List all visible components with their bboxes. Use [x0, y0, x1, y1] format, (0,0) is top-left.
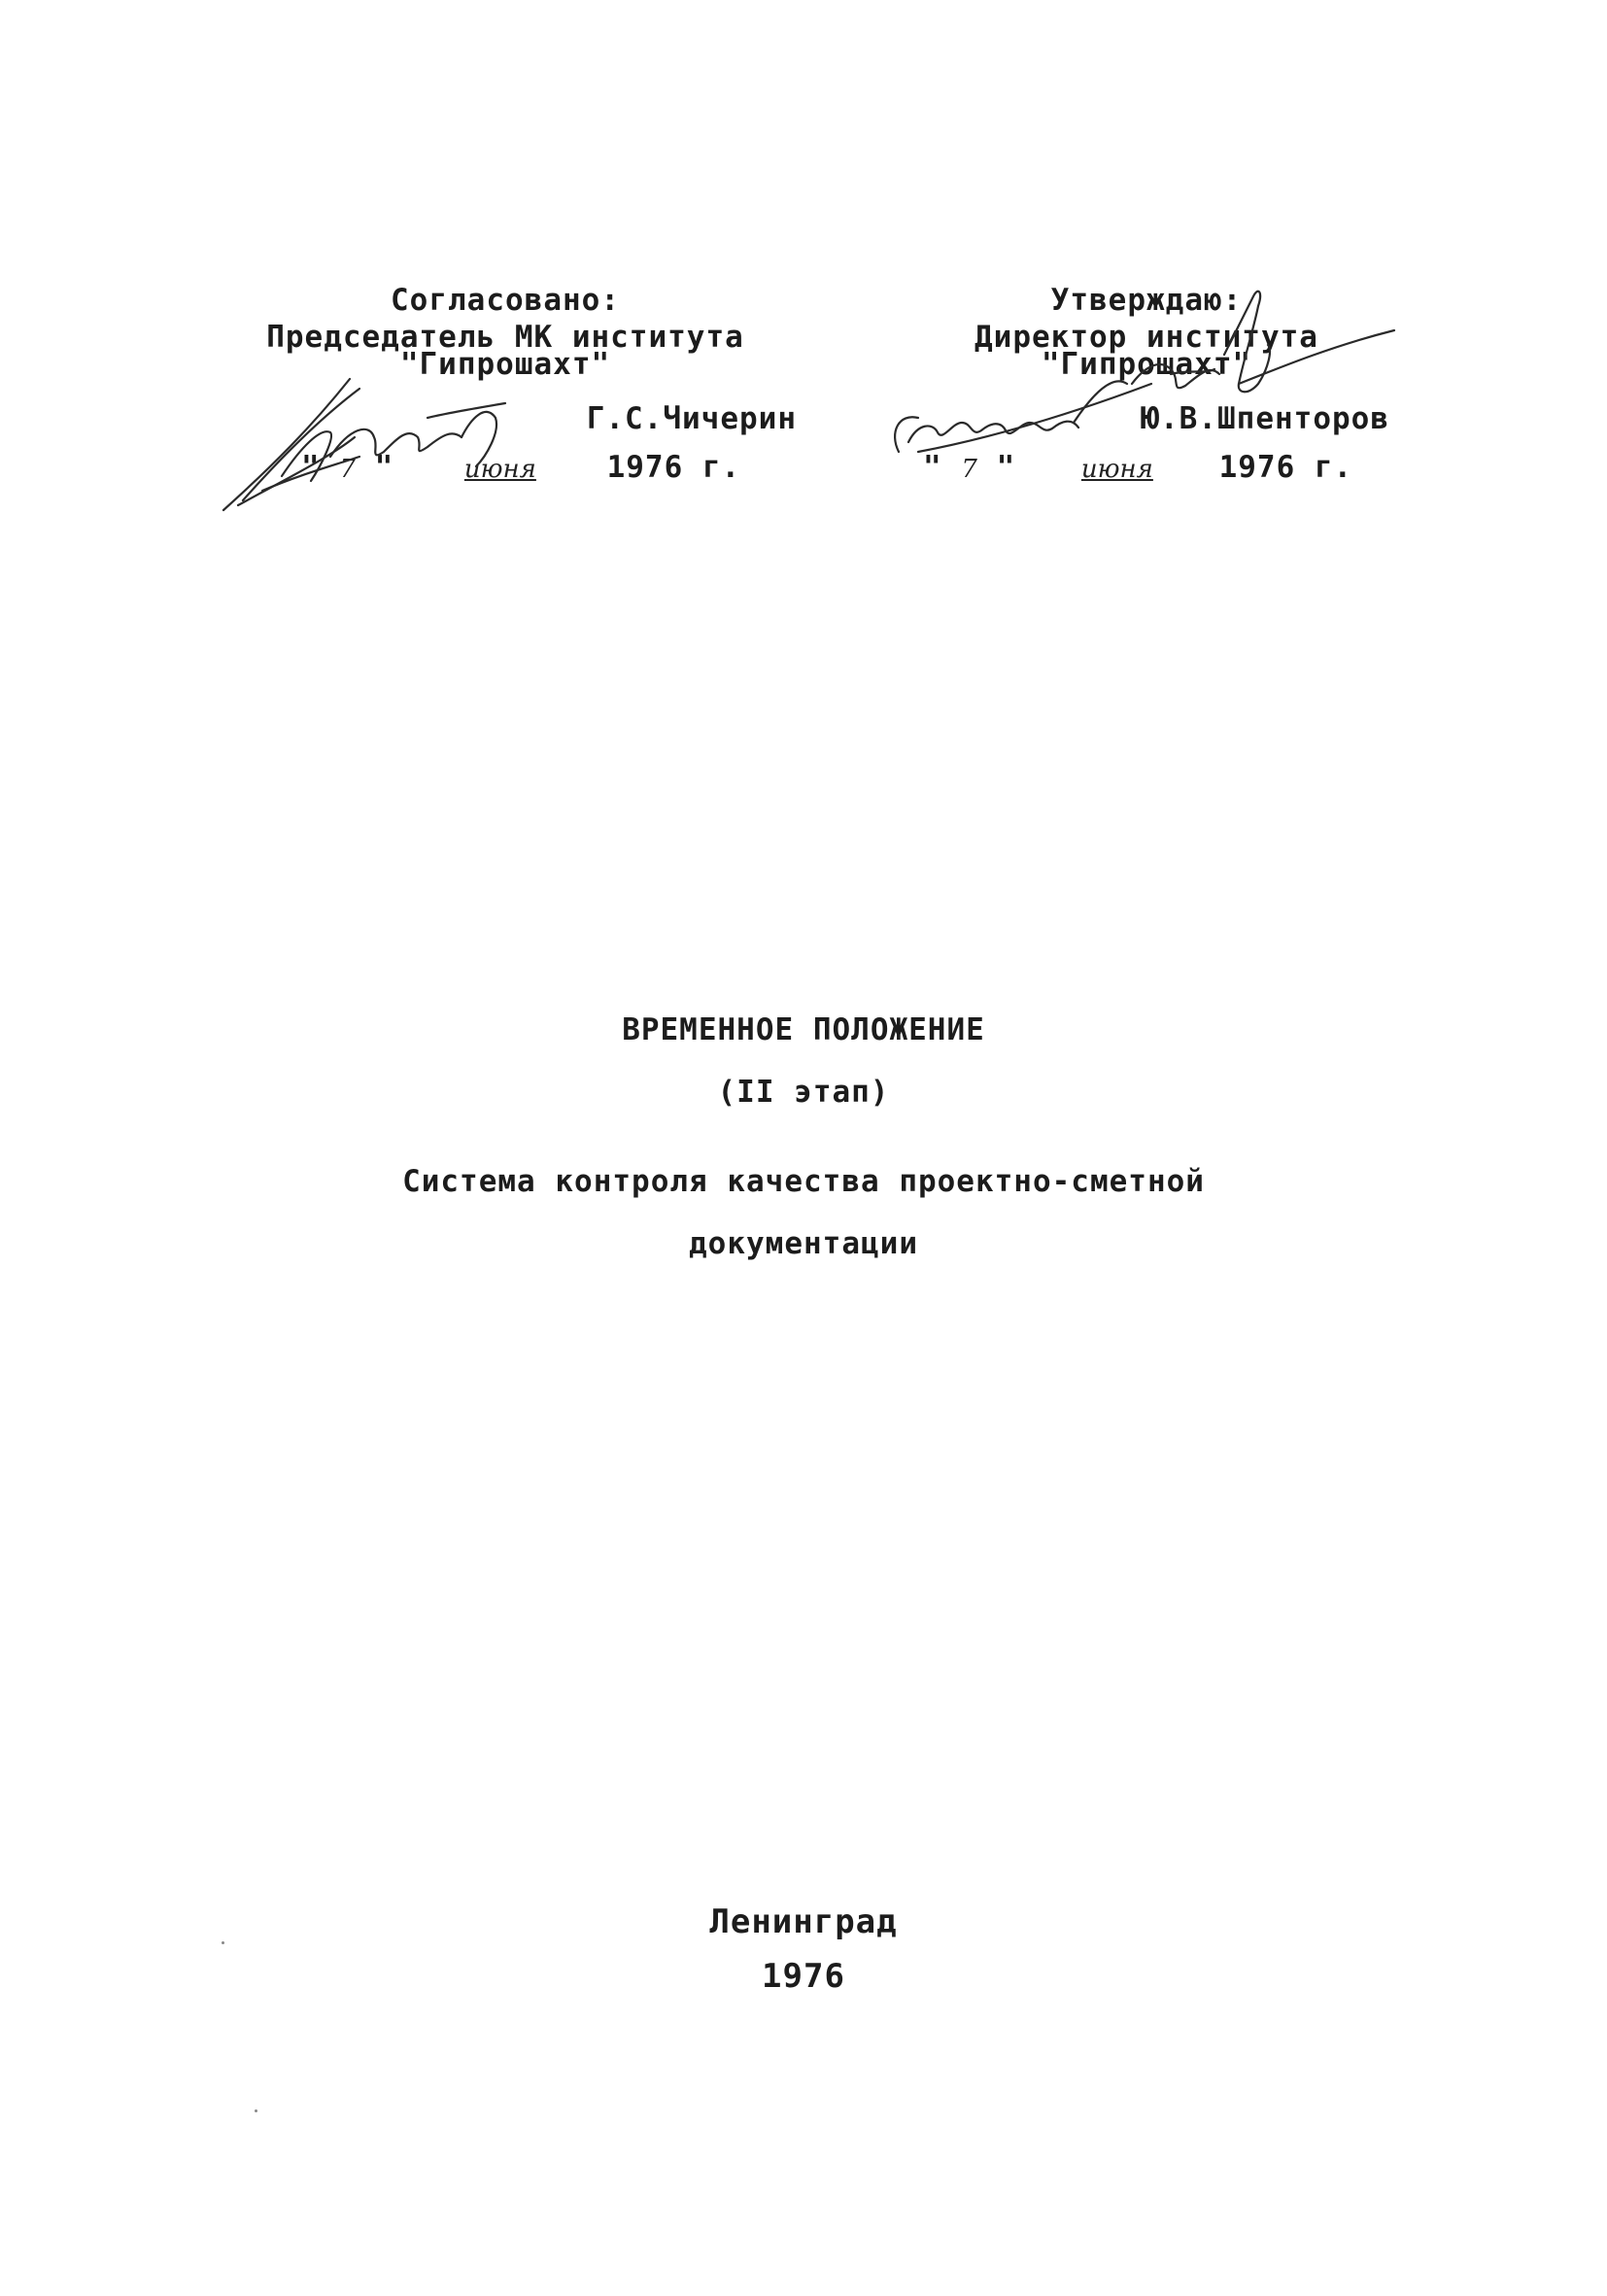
scan-speck [222, 1941, 224, 1944]
left-signature-icon [214, 360, 622, 515]
title-block [0, 999, 1607, 1275]
right-approval-institute: "Гипрошахт" [1041, 347, 1252, 382]
title-subject-continued: документации [689, 1226, 918, 1261]
title-stage: (II этап) [717, 1075, 890, 1110]
right-date-day: 7 [961, 455, 977, 484]
right-date-quote-close: " [996, 450, 1016, 485]
left-date-year: 1976 г. [606, 450, 741, 485]
right-date-year: 1976 г. [1218, 450, 1353, 485]
right-approval-heading: Утверждаю: [1050, 283, 1243, 318]
title-subject: Система контроля качества проектно-сметной [402, 1164, 1205, 1199]
scan-speck [255, 2109, 257, 2112]
left-approval-name: Г.С.Чичерин [586, 401, 797, 436]
left-date-quote-open: " [301, 450, 321, 485]
left-approval-institute: "Гипрошахт" [399, 347, 611, 382]
title-heading: ВРЕМЕННОЕ ПОЛОЖЕНИЕ [622, 1012, 985, 1047]
left-date-day: 7 [339, 455, 356, 484]
right-date-quote-open: " [923, 450, 942, 485]
right-approval-name: Ю.В.Шпенторов [1141, 401, 1389, 436]
left-approval-position: Председатель МК института [266, 320, 744, 355]
right-date-month: июня [1080, 455, 1153, 484]
footer-block [0, 1895, 1607, 2004]
right-approval-position: Директор института [974, 320, 1318, 355]
footer-year: 1976 [762, 1957, 845, 1996]
footer-city: Ленинград [709, 1902, 898, 1941]
left-date-quote-close: " [374, 450, 394, 485]
left-date-month: июня [463, 455, 536, 484]
left-approval-heading: Согласовано: [391, 283, 620, 318]
right-signature-icon [879, 277, 1404, 471]
